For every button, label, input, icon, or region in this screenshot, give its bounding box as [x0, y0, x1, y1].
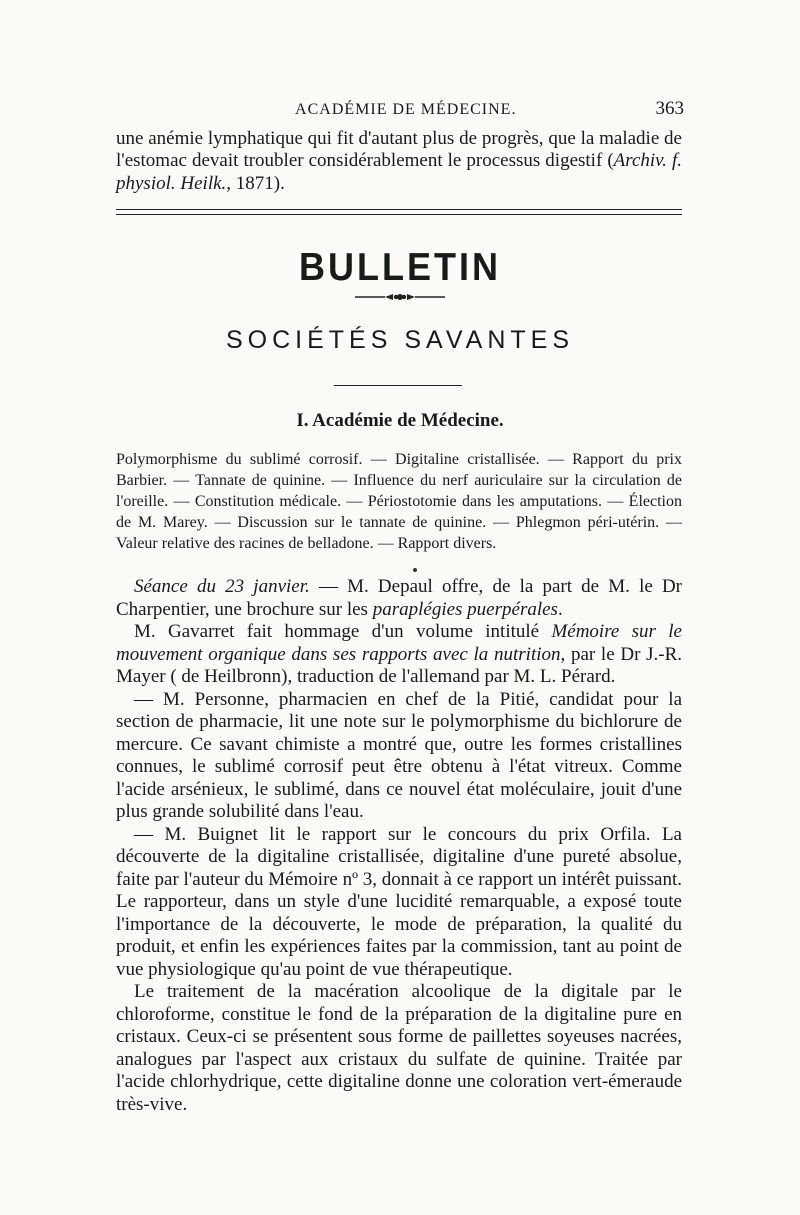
intro-paragraph-block [116, 128, 682, 195]
ornament-divider-icon [355, 291, 445, 303]
running-head-title: ACADÉMIE DE MÉDECINE. [295, 101, 517, 118]
p2-text-1: M. Gavarret fait hommage d'un volume intitulé [134, 621, 552, 642]
page-number: 363 [655, 98, 684, 119]
societes-savantes-heading: SOCIÉTÉS SAVANTES [225, 326, 575, 354]
double-rule-divider [116, 209, 682, 215]
intro-citation: Archiv. f. physiol. Heilk. [116, 150, 682, 194]
summary-block [116, 449, 682, 554]
bulletin-heading: BULLETIN [299, 244, 501, 289]
intro-text-1: une anémie lymphatique qui fit d'autant plus de progrès, que la maladie de l'estomac devait troubler considérablement le processus digestif ( [116, 128, 682, 172]
seance-label: Séance du 23 janvier. [134, 576, 310, 597]
paragraph-personne: — M. Personne, pharmacien en chef de la Pitié, candidat pour la section de pharmacie, lit une note sur le polymorphisme du bichlorure de mercure. Ce savant chimiste a montré que, outre les formes cristallines connues, le sublimé corrosif peut être obtenu à l'état vitreux. Comme l'acide arsénieux, le sublimé, dans ce nouvel état moléculaire, jouit d'une plus grande solubilité dans l'eau. [116, 688, 682, 822]
paragraph-seance [116, 576, 682, 621]
paragraph-gavarret [116, 621, 682, 689]
intro-paragraph [116, 128, 682, 195]
section-title: I. Académie de Médecine. [296, 410, 504, 431]
running-head [116, 98, 684, 120]
p1-text-1: — M. Depaul offre, de la part de M. le Dr Charpentier, une brochure sur les [116, 576, 683, 620]
p2-title: Mémoire sur le mouvement organique dans ses rapports avec la nutrition [116, 621, 682, 665]
stray-mark [413, 568, 417, 572]
intro-text-2: , 1871). [226, 172, 285, 194]
body-text-block [116, 576, 682, 1116]
paragraph-traitement: Le traitement de la macération alcoolique de la digitale par le chloroforme, constitue le fond de la préparation de la digitaline pure en cristaux. Ceux-ci se présentent sous forme de paillettes soyeuses nacrées, analogues par l'aspect aux cristaux du sulfate de quinine. Traitée par l'acide chlorhydrique, cette digitaline donne une coloration vert-émeraude très-vive. [116, 981, 682, 1115]
short-rule-divider [334, 385, 462, 386]
paragraph-buignet: — M. Buignet lit le rapport sur le concours du prix Orfila. La découverte de la digitaline cristallisée, digitaline d'une pureté absolue, faite par l'auteur du Mémoire nº 3, donnait à ce rapport un intérêt puissant. Le rapporteur, dans un style d'une lucidité remarquable, a exposé toute l'importance de la découverte, le mode de préparation, la qualité du produit, et enfin les expériences faites par la commission, tant au point de vue physiologique qu'au point de vue thérapeutique. [116, 823, 682, 980]
p2-text-2: , par le Dr J.-R. Mayer ( de Heilbronn), traduction de l'allemand par M. L. Pérard. [116, 643, 682, 687]
summary-paragraph: Polymorphisme du sublimé corrosif. — Digitaline cristallisée. — Rapport du prix Barbier. — Tannate de quinine. — Influence du nerf auriculaire sur la circulation de l'oreille. — Constitution médicale. — Périostotomie dans les amputations. — Élection de M. Marey. — Discussion sur le tannate de quinine. — Phlegmon péri-utérin. — Valeur relative des racines de belladone. — Rapport divers. [116, 451, 682, 552]
p1-text-2: . [557, 598, 563, 620]
p1-title: paraplégies puerpérales [372, 598, 558, 620]
